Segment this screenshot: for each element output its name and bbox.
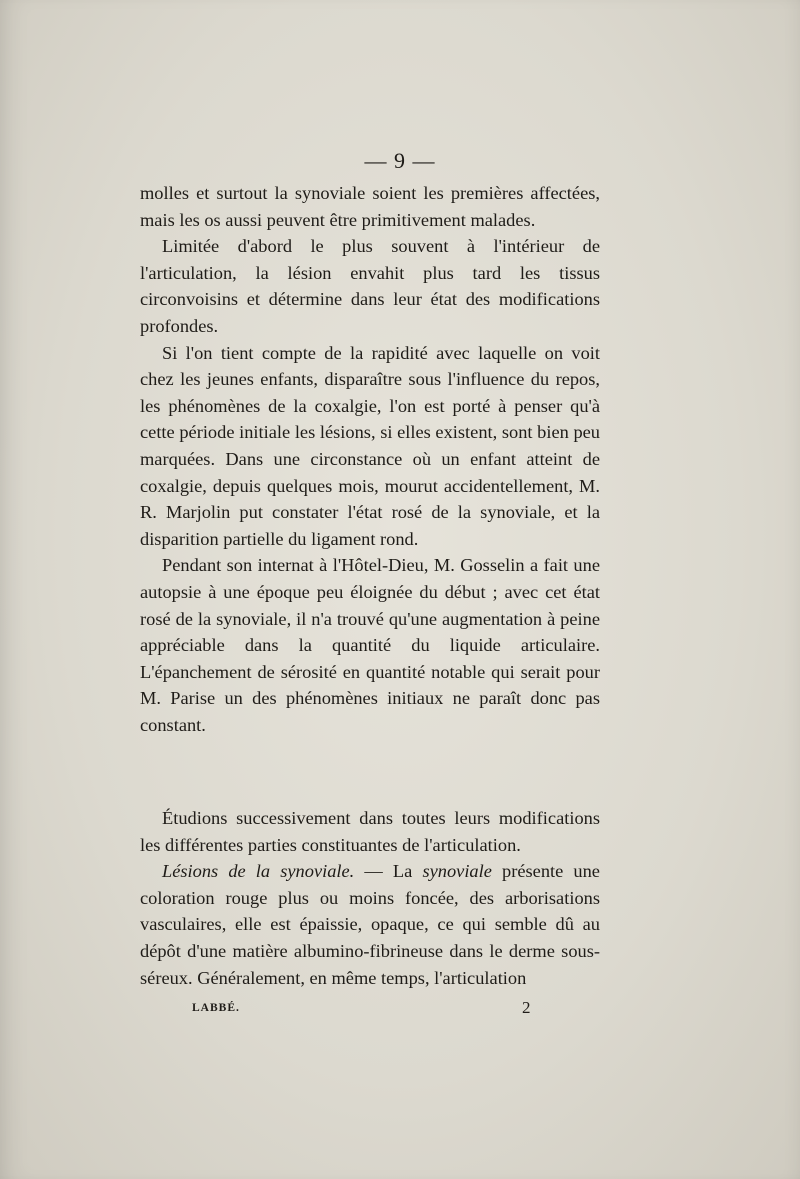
page-number: — 9 —	[364, 148, 436, 173]
lesions-text: présente une coloration rouge plus ou moins foncée, des arborisations vasculaires, elle est épaissie, opaque, ce qui semble dû au dépôt d'une matière albumino-fibrineuse dans le derme sous-séreux. Généralement, en même temps, l'articulation	[140, 861, 600, 988]
paragraph: Limitée d'abord le plus souvent à l'intérieur de l'articulation, la lésion envahit plus tard les tissus circonvoisins et détermine dans leur état des modifications profondes.	[140, 236, 600, 336]
paragraph: Si l'on tient compte de la rapidité avec laquelle on voit chez les jeunes enfants, disparaître sous l'influence du repos, les phénomènes de la coxalgie, l'on est porté à penser qu'à cette période initiale les lésions, si elles existent, sont bien peu marquées. Dans une circonstance où un enfant atteint de coxalgie, depuis quelques mois, mourut accidentellement, M. R. Marjolin put constater l'état rosé de la synoviale, et la disparition partielle du ligament rond.	[140, 342, 600, 549]
footer-author: LABBÉ.	[192, 1002, 240, 1014]
paragraph: molles et surtout la synoviale soient les premières affectées, mais les os aussi peuvent être primitivement malades.	[140, 183, 600, 230]
lesions-paragraph	[140, 858, 600, 991]
lesions-dash: — La	[354, 861, 423, 882]
lesions-term: synoviale	[422, 861, 492, 882]
second-text-block	[140, 805, 600, 991]
paragraph: Étudions successivement dans toutes leurs modifications les différentes parties constituantes de l'articulation.	[140, 808, 600, 855]
footer-signature-mark: 2	[522, 998, 531, 1017]
main-text-block	[140, 180, 600, 738]
lesions-heading: Lésions de la synoviale.	[162, 861, 355, 882]
paragraph: Pendant son internat à l'Hôtel-Dieu, M. Gosselin a fait une autopsie à une époque peu éloignée du début ; avec cet état rosé de la synoviale, il n'a trouvé qu'une augmentation à peine appréciable dans la quantité du liquide articulaire. L'épanchement de sérosité en quantité notable qui serait pour M. Parise un des phénomènes initiaux ne paraît donc pas constant.	[140, 555, 600, 735]
